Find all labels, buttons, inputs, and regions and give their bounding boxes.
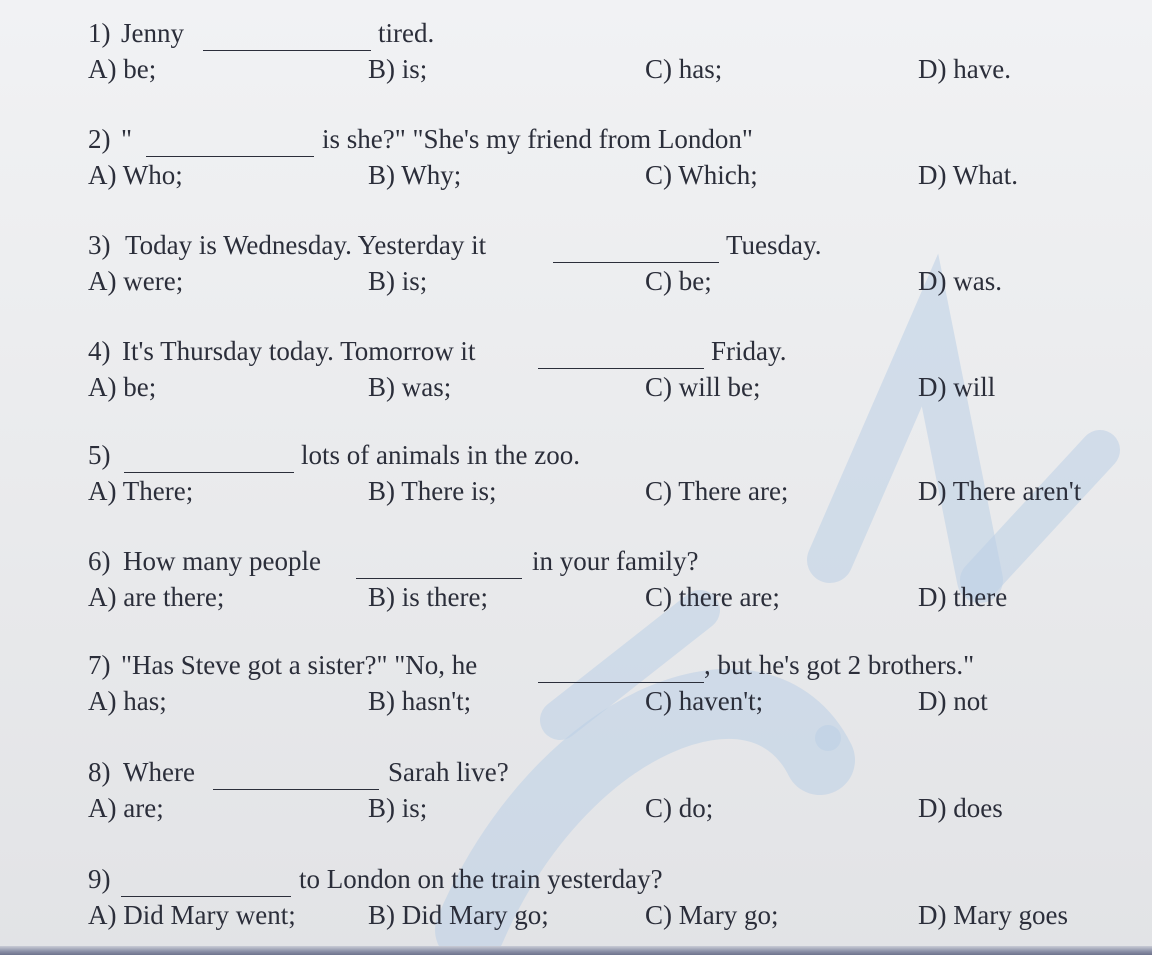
question-text-end: Tuesday. bbox=[726, 230, 822, 260]
option-c[interactable]: C) there are; bbox=[645, 582, 780, 612]
question-number: 6) bbox=[88, 546, 111, 576]
option-b[interactable]: B) is; bbox=[368, 793, 428, 823]
option-b[interactable]: B) hasn't; bbox=[368, 686, 472, 716]
question-number: 9) bbox=[88, 864, 111, 894]
option-b[interactable]: B) is; bbox=[368, 266, 428, 296]
option-a[interactable]: A) are there; bbox=[88, 582, 225, 612]
question-text-end: in your family? bbox=[532, 546, 699, 576]
question-number: 4) bbox=[88, 336, 111, 366]
page-bottom-edge bbox=[0, 946, 1152, 955]
question-text-end: Sarah live? bbox=[388, 757, 509, 787]
option-d[interactable]: D) There aren't bbox=[918, 476, 1082, 506]
answer-blank[interactable] bbox=[538, 368, 704, 369]
question-3 bbox=[0, 230, 1152, 302]
option-a[interactable]: A) Did Mary went; bbox=[88, 900, 296, 930]
question-text-start: How many people bbox=[123, 546, 321, 576]
option-a[interactable]: A) are; bbox=[88, 793, 164, 823]
option-d[interactable]: D) was. bbox=[918, 266, 1002, 296]
option-c[interactable]: C) will be; bbox=[645, 372, 761, 402]
option-b[interactable]: B) is; bbox=[368, 54, 428, 84]
option-c[interactable]: C) There are; bbox=[645, 476, 789, 506]
option-b[interactable]: B) There is; bbox=[368, 476, 497, 506]
question-text-start: Today is Wednesday. Yesterday it bbox=[125, 230, 487, 260]
option-b[interactable]: B) Did Mary go; bbox=[368, 900, 549, 930]
option-d[interactable]: D) there bbox=[918, 582, 1008, 612]
question-2 bbox=[0, 124, 1152, 196]
question-text-end: lots of animals in the zoo. bbox=[301, 440, 580, 470]
option-d[interactable]: D) will bbox=[918, 372, 996, 402]
option-d[interactable]: D) Mary goes bbox=[918, 900, 1068, 930]
question-text-start: Jenny bbox=[121, 18, 184, 48]
option-b[interactable]: B) is there; bbox=[368, 582, 488, 612]
question-text-end: tired. bbox=[378, 18, 435, 48]
option-d[interactable]: D) What. bbox=[918, 160, 1018, 190]
question-1 bbox=[0, 18, 1152, 90]
question-text-end: , but he's got 2 brothers." bbox=[704, 650, 975, 680]
question-4 bbox=[0, 336, 1152, 408]
answer-blank[interactable] bbox=[538, 682, 704, 683]
question-text-start: "Has Steve got a sister?" "No, he bbox=[121, 650, 478, 680]
question-number: 1) bbox=[88, 18, 111, 48]
question-8 bbox=[0, 757, 1152, 829]
option-d[interactable]: D) not bbox=[918, 686, 988, 716]
question-text-start: Where bbox=[123, 757, 195, 787]
option-b[interactable]: B) Why; bbox=[368, 160, 462, 190]
option-a[interactable]: A) be; bbox=[88, 54, 157, 84]
question-6 bbox=[0, 546, 1152, 618]
answer-blank[interactable] bbox=[213, 789, 379, 790]
question-5 bbox=[0, 440, 1152, 512]
answer-blank[interactable] bbox=[553, 262, 719, 263]
option-c[interactable]: C) has; bbox=[645, 54, 723, 84]
option-a[interactable]: A) has; bbox=[88, 686, 167, 716]
question-number: 8) bbox=[88, 757, 111, 787]
option-a[interactable]: A) Who; bbox=[88, 160, 183, 190]
answer-blank[interactable] bbox=[121, 896, 291, 897]
question-text-end: Friday. bbox=[711, 336, 787, 366]
question-text-start: " bbox=[121, 124, 133, 154]
question-number: 7) bbox=[88, 650, 111, 680]
option-c[interactable]: C) do; bbox=[645, 793, 714, 823]
option-c[interactable]: C) Which; bbox=[645, 160, 758, 190]
answer-blank[interactable] bbox=[146, 156, 314, 157]
option-c[interactable]: C) haven't; bbox=[645, 686, 764, 716]
question-number: 3) bbox=[88, 230, 111, 260]
question-text-end: to London on the train yesterday? bbox=[299, 864, 663, 894]
question-text-end: is she?" "She's my friend from London" bbox=[322, 124, 753, 154]
question-7 bbox=[0, 650, 1152, 722]
option-a[interactable]: A) were; bbox=[88, 266, 184, 296]
question-number: 2) bbox=[88, 124, 111, 154]
question-text-start: It's Thursday today. Tomorrow it bbox=[122, 336, 476, 366]
answer-blank[interactable] bbox=[203, 50, 371, 51]
answer-blank[interactable] bbox=[124, 472, 294, 473]
question-number: 5) bbox=[88, 440, 111, 470]
option-a[interactable]: A) be; bbox=[88, 372, 157, 402]
option-d[interactable]: D) does bbox=[918, 793, 1003, 823]
option-d[interactable]: D) have. bbox=[918, 54, 1011, 84]
question-9 bbox=[0, 864, 1152, 936]
option-c[interactable]: C) Mary go; bbox=[645, 900, 779, 930]
option-b[interactable]: B) was; bbox=[368, 372, 452, 402]
answer-blank[interactable] bbox=[356, 578, 522, 579]
option-a[interactable]: A) There; bbox=[88, 476, 194, 506]
option-c[interactable]: C) be; bbox=[645, 266, 712, 296]
